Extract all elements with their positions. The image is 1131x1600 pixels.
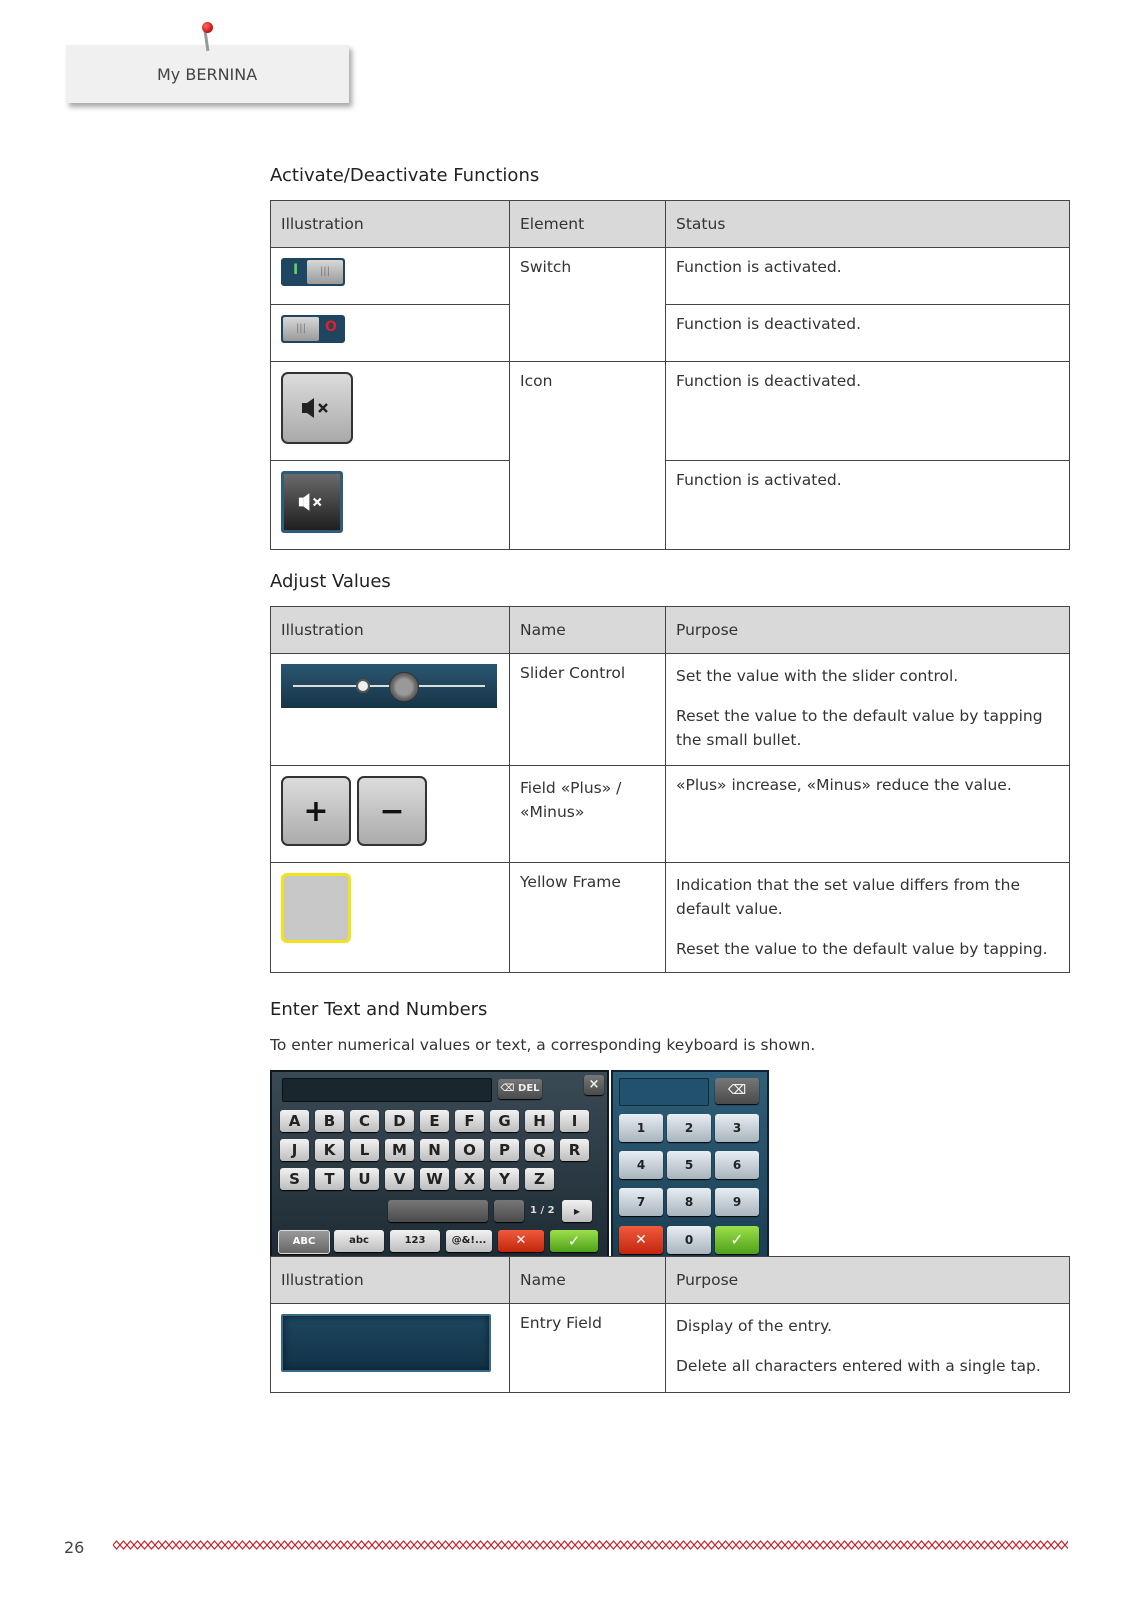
status-cell: Function is activated.: [666, 248, 1070, 305]
numpad-key: 2: [667, 1114, 711, 1142]
keyboard-key: J: [280, 1139, 309, 1161]
illustration-cell: [271, 654, 510, 766]
mode-key-numbers: 123: [390, 1230, 440, 1252]
delete-key: ⌫ DEL: [498, 1079, 542, 1099]
keyboard-key: R: [560, 1139, 589, 1161]
element-cell: Icon: [510, 362, 666, 550]
keyboard-key: B: [315, 1110, 344, 1132]
mode-key-symbols: @&!...: [446, 1230, 492, 1252]
alpha-keyboard: [270, 1070, 609, 1266]
mode-key-upper: ABC: [278, 1230, 330, 1254]
keypad-entry-field: [619, 1078, 709, 1106]
keyboard-key: L: [350, 1139, 379, 1161]
table-row: [271, 654, 1070, 766]
keyboard-key: N: [420, 1139, 449, 1161]
keyboard-key: G: [490, 1110, 519, 1132]
illustration-cell: [271, 766, 510, 863]
switch-knob: |||: [307, 260, 343, 284]
cancel-icon: ✕: [498, 1230, 544, 1252]
purpose-cell: [666, 654, 1070, 766]
table-row: [271, 305, 1070, 362]
switch-off-mark: O: [325, 319, 337, 335]
numpad-key: 4: [619, 1151, 663, 1179]
purpose-cell: «Plus» increase, «Minus» reduce the value.: [666, 766, 1070, 863]
table-row: [271, 863, 1070, 973]
decorative-stitch-border: [113, 1539, 1068, 1551]
backspace-icon: ⌫: [715, 1078, 759, 1104]
section-title-activate: Activate/Deactivate Functions: [270, 165, 540, 186]
speaker-mute-icon: [301, 396, 333, 420]
table-row: [271, 1304, 1070, 1393]
table-row: [271, 248, 1070, 305]
col-header: Element: [510, 201, 666, 248]
confirm-icon: ✓: [715, 1226, 759, 1254]
numpad-key-0: 0: [667, 1226, 711, 1254]
switch-knob: |||: [283, 317, 319, 341]
name-text: Field «Plus» / «Minus»: [520, 779, 622, 821]
col-header: Name: [510, 1257, 666, 1304]
status-cell: Function is activated.: [666, 461, 1070, 550]
adjust-table: [270, 606, 1070, 973]
pin-icon: [202, 22, 213, 33]
element-cell: Switch: [510, 248, 666, 362]
section-title-enter: Enter Text and Numbers: [270, 999, 488, 1020]
next-page-key: ▸: [562, 1200, 592, 1222]
numpad-key: 6: [715, 1151, 759, 1179]
status-cell: Function is deactivated.: [666, 305, 1070, 362]
table-header-row: [271, 201, 1070, 248]
cancel-icon: ✕: [619, 1226, 663, 1254]
name-cell: Yellow Frame: [510, 863, 666, 973]
table-row: [271, 362, 1070, 461]
slider-default-bullet: [356, 679, 370, 693]
entry-field-illustration: [281, 1314, 491, 1372]
purpose-cell: [666, 1304, 1070, 1393]
keyboard-key: T: [315, 1168, 344, 1190]
keyboard-key: U: [350, 1168, 379, 1190]
purpose-text: Display of the entry.: [676, 1317, 832, 1335]
status-cell: Function is deactivated.: [666, 362, 1070, 461]
keyboard-key: X: [455, 1168, 484, 1190]
illustration-cell: [271, 305, 510, 362]
purpose-text: Delete all characters entered with a single tap.: [676, 1357, 1041, 1375]
switch-on-illustration: [281, 258, 345, 286]
table-row: [271, 766, 1070, 863]
col-header: Illustration: [271, 1257, 510, 1304]
numpad-key: 7: [619, 1188, 663, 1216]
keyboard-page-indicator: 1 / 2: [530, 1205, 555, 1216]
col-header: Purpose: [666, 607, 1070, 654]
col-header: Purpose: [666, 1257, 1070, 1304]
keyboard-key: Q: [525, 1139, 554, 1161]
illustration-cell: [271, 248, 510, 305]
numpad-key: 8: [667, 1188, 711, 1216]
yellow-frame-illustration: [281, 873, 351, 943]
space-key: [388, 1200, 488, 1222]
numpad-key: 3: [715, 1114, 759, 1142]
mute-icon-button-off: [281, 372, 353, 444]
keyboard-key: C: [350, 1110, 379, 1132]
speaker-mute-icon: [298, 491, 326, 513]
purpose-text: Set the value with the slider control.: [676, 667, 959, 685]
numpad-key: 5: [667, 1151, 711, 1179]
keyboard-key: O: [455, 1139, 484, 1161]
col-header: Name: [510, 607, 666, 654]
col-header: Status: [666, 201, 1070, 248]
numpad-key: 9: [715, 1188, 759, 1216]
keyboard-key: D: [385, 1110, 414, 1132]
prev-page-key: [494, 1200, 524, 1222]
keyboard-key: P: [490, 1139, 519, 1161]
slider-handle: [389, 672, 419, 702]
table-row: [271, 461, 1070, 550]
confirm-icon: ✓: [550, 1230, 598, 1252]
keyboard-key: H: [525, 1110, 554, 1132]
keyboard-key: V: [385, 1168, 414, 1190]
chapter-tab: [66, 45, 349, 103]
keyboard-key: K: [315, 1139, 344, 1161]
mute-icon-button-on: [281, 471, 343, 533]
keyboard-key: A: [280, 1110, 309, 1132]
keyboard-key: W: [420, 1168, 449, 1190]
switch-on-mark: I: [293, 262, 299, 278]
keyboard-key: I: [560, 1110, 589, 1132]
minus-button-illustration: −: [357, 776, 427, 846]
entry-table: [270, 1256, 1070, 1393]
mode-key-lower: abc: [334, 1230, 384, 1252]
name-cell: Entry Field: [510, 1304, 666, 1393]
keyboard-key: S: [280, 1168, 309, 1190]
purpose-text: Reset the value to the default value by tapping.: [676, 940, 1048, 958]
activate-table: [270, 200, 1070, 550]
illustration-cell: [271, 461, 510, 550]
chapter-tab-label: My BERNINA: [157, 65, 258, 84]
keyboard-key: M: [385, 1139, 414, 1161]
illustration-cell: [271, 362, 510, 461]
name-cell: Slider Control: [510, 654, 666, 766]
purpose-text: Indication that the set value differs from the default value.: [676, 876, 1020, 918]
table-header-row: [271, 1257, 1070, 1304]
plus-minus-illustration: [281, 776, 499, 846]
keyboard-key: Y: [490, 1168, 519, 1190]
keyboard-key: E: [420, 1110, 449, 1132]
keyboard-key: Z: [525, 1168, 554, 1190]
keyboard-key: F: [455, 1110, 484, 1132]
name-cell: [510, 766, 666, 863]
purpose-cell: [666, 863, 1070, 973]
plus-button-illustration: +: [281, 776, 351, 846]
illustration-cell: [271, 863, 510, 973]
keyboard-entry-field: [282, 1078, 492, 1102]
section-title-adjust: Adjust Values: [270, 571, 391, 592]
section-intro: To enter numerical values or text, a corresponding keyboard is shown.: [270, 1036, 816, 1054]
page-number: 26: [64, 1538, 85, 1557]
col-header: Illustration: [271, 201, 510, 248]
numeric-keypad: [611, 1070, 769, 1266]
numpad-key: 1: [619, 1114, 663, 1142]
illustration-cell: [271, 1304, 510, 1393]
switch-off-illustration: [281, 315, 345, 343]
table-header-row: [271, 607, 1070, 654]
slider-illustration: [281, 664, 497, 708]
col-header: Illustration: [271, 607, 510, 654]
purpose-text: Reset the value to the default value by tapping the small bullet.: [676, 707, 1043, 749]
close-icon: ×: [584, 1075, 604, 1095]
